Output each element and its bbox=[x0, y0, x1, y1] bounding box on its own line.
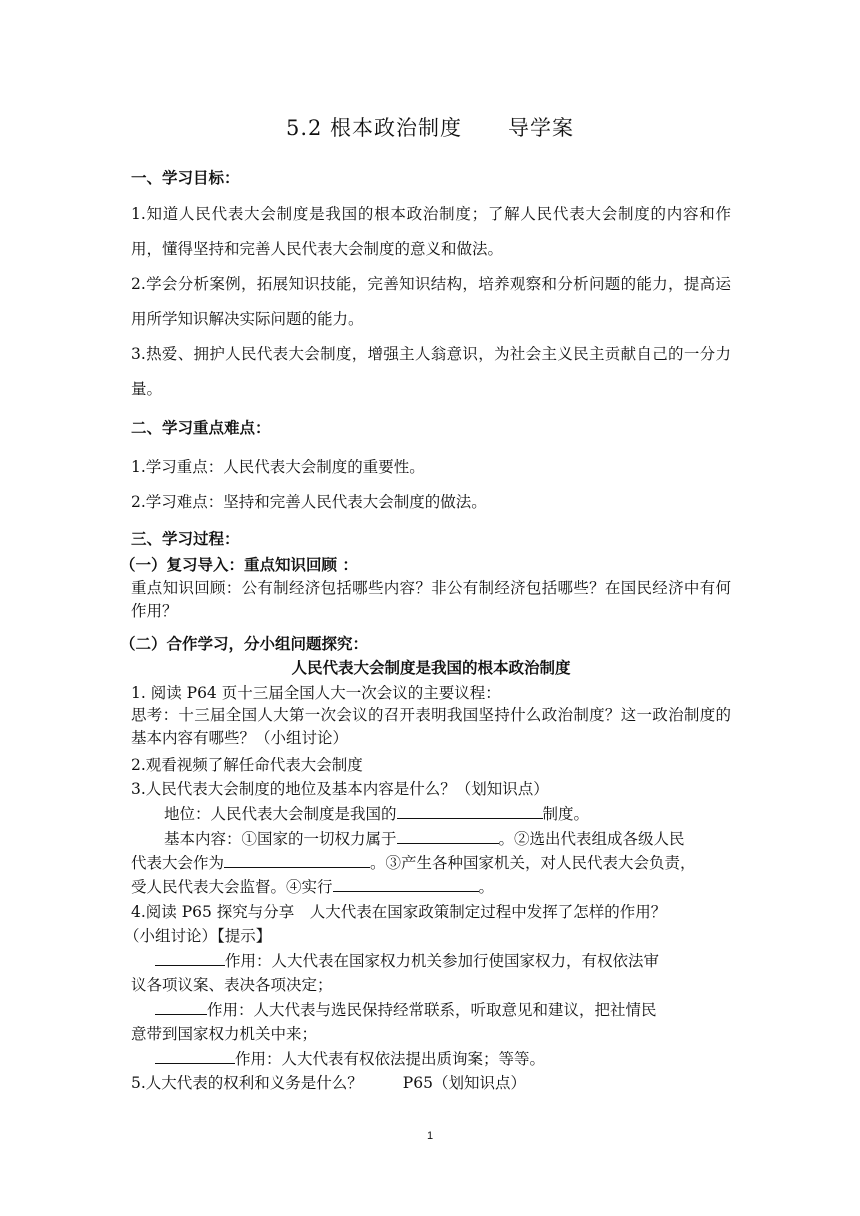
question-5-ref: P65（划知识点） bbox=[402, 1074, 526, 1092]
part-2-heading: （二）合作学习，分小组问题探究： bbox=[120, 635, 369, 653]
blank-principle[interactable] bbox=[333, 877, 479, 892]
blank-status[interactable] bbox=[397, 804, 543, 819]
question-4-line-2: （小组讨论）【提示】 bbox=[124, 927, 272, 945]
q3-status-post: 制度。 bbox=[542, 805, 590, 823]
q3-content-d: 。③产生各种国家机关，对人民代表大会负责， bbox=[370, 854, 696, 872]
question-5 bbox=[131, 1071, 741, 1093]
review-text: 重点知识回顾：公有制经济包括哪些内容？非公有制经济包括哪些？在国民经济中有何作用？ bbox=[131, 579, 731, 620]
role-3-line bbox=[155, 1047, 765, 1069]
q3-status-pre: 地位：人民代表大会制度是我国的 bbox=[164, 805, 397, 823]
question-4-line-1: 4.阅读 P65 探究与分享 人大代表在国家政策制定过程中发挥了怎样的作用？ bbox=[131, 903, 667, 921]
role-1-a: 作用：人大代表在国家权力机关参加行使国家权力，有权依法审 bbox=[225, 952, 660, 970]
q3-content-line-3 bbox=[131, 875, 741, 897]
question-2: 2.观看视频了解任命代表大会制度 bbox=[131, 756, 363, 774]
role-1-line-2: 议各项议案、表决各项决定； bbox=[131, 976, 333, 994]
question-5-text: 5.人大代表的权利和义务是什么？ bbox=[131, 1074, 363, 1092]
question-1-think: 思考：十三届全国人大第一次会议的召开表明我国坚持什么政治制度？这一政治制度的基本内容有哪些？（小组讨论） bbox=[131, 706, 731, 747]
goal-3: 3.热爱、拥护人民代表大会制度，增强主人翁意识，为社会主义民主贡献自己的一分力量。 bbox=[131, 345, 731, 398]
blank-power[interactable] bbox=[397, 829, 499, 844]
question-3: 3.人民代表大会制度的地位及基本内容是什么？（划知识点） bbox=[131, 780, 549, 798]
q3-content-a: 基本内容：①国家的一切权力属于 bbox=[164, 830, 397, 848]
goal-1: 1.知道人民代表大会制度是我国的根本政治制度；了解人民代表大会制度的内容和作用，懂得坚持和完善人民代表大会制度的意义和做法。 bbox=[131, 205, 731, 258]
section-heading-process: 三、学习过程： bbox=[131, 530, 240, 548]
part-1-heading: （一）复习导入：重点知识回顾 ： bbox=[120, 556, 358, 574]
blank-role-1[interactable] bbox=[155, 951, 225, 966]
q3-content-line-2 bbox=[131, 851, 741, 873]
role-2-line-1 bbox=[155, 998, 765, 1020]
question-1: 1. 阅读 P64 页十三届全国人大一次会议的主要议程： bbox=[131, 684, 501, 702]
key-point: 1.学习重点：人民代表大会制度的重要性。 bbox=[131, 458, 425, 476]
blank-role-3[interactable] bbox=[155, 1049, 235, 1064]
role-2-line-2: 意带到国家权力机关中来； bbox=[131, 1025, 318, 1043]
role-2-a: 作用：人大代表与选民保持经常联系，听取意见和建议，把社情民 bbox=[207, 1001, 657, 1019]
goal-2: 2.学会分析案例，拓展知识技能，完善知识结构，培养观察和分析问题的能力，提高运用所学知识解决实际问题的能力。 bbox=[131, 275, 731, 328]
topic-heading: 人民代表大会制度是我国的根本政治制度 bbox=[291, 659, 571, 677]
page-title bbox=[0, 112, 860, 142]
title-main: 5.2 根本政治制度 bbox=[285, 116, 463, 140]
q3-status-line bbox=[164, 802, 774, 824]
role-3: 作用：人大代表有权依法提出质询案；等等。 bbox=[235, 1050, 546, 1068]
section-heading-keypoints: 二、学习重点难点： bbox=[131, 419, 271, 437]
difficult-point: 2.学习难点：坚持和完善人民代表大会制度的做法。 bbox=[131, 493, 487, 511]
blank-role-2[interactable] bbox=[155, 1000, 207, 1015]
q3-content-b: 。②选出代表组成各级人民 bbox=[498, 830, 685, 848]
role-1-line-1 bbox=[155, 949, 765, 971]
q3-content-e: 受人民代表大会监督。④实行 bbox=[131, 878, 333, 896]
q3-content-f: 。 bbox=[478, 878, 495, 896]
blank-organ[interactable] bbox=[224, 853, 370, 868]
section-heading-goals: 一、学习目标： bbox=[131, 169, 240, 187]
title-sub: 导学案 bbox=[508, 116, 575, 140]
q3-content-line-1 bbox=[164, 827, 774, 849]
q3-content-c: 代表大会作为 bbox=[131, 854, 225, 872]
page-number: 1 bbox=[426, 1130, 434, 1142]
